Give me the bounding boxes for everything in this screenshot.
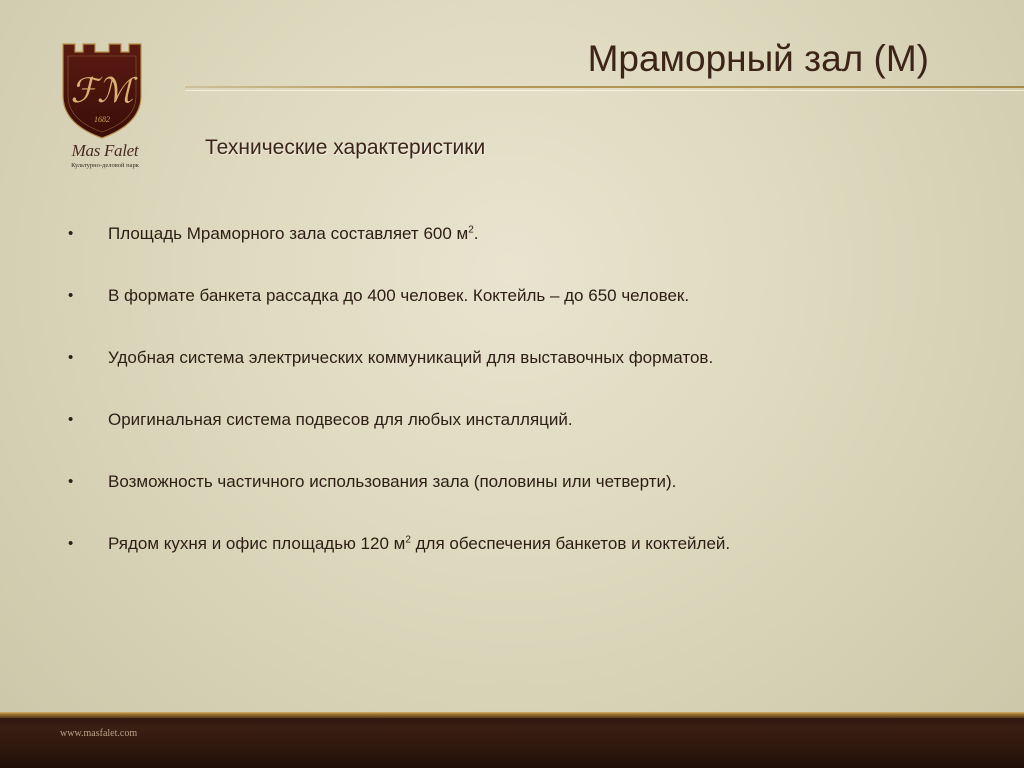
bullet-dot: • bbox=[68, 225, 74, 242]
title-divider-highlight bbox=[185, 90, 1024, 91]
bullet-text: В формате банкета рассадка до 400 человек. Коктейль – до 650 человек. bbox=[108, 286, 690, 305]
logo bbox=[55, 38, 155, 178]
bullet-item bbox=[68, 410, 968, 472]
bullet-item bbox=[68, 348, 968, 410]
title-divider bbox=[185, 86, 1024, 88]
bullet-dot: • bbox=[68, 473, 74, 490]
bullet-dot: • bbox=[68, 535, 74, 552]
bullet-item bbox=[68, 472, 968, 534]
bullet-text: Оригинальная система подвесов для любых инсталляций. bbox=[108, 410, 573, 429]
bullet-item bbox=[68, 286, 968, 348]
shield-logo-icon bbox=[61, 38, 143, 140]
bullet-text: Удобная система электрических коммуникаций для выставочных форматов. bbox=[108, 348, 714, 367]
bullet-item bbox=[68, 224, 968, 286]
brand-subtitle: Культурно-деловой парк bbox=[71, 162, 139, 169]
bullet-list bbox=[68, 224, 968, 596]
logo-monogram: ℱℳ bbox=[70, 73, 134, 110]
bullet-text: Возможность частичного использования зала (половины или четверти). bbox=[108, 472, 677, 491]
bullet-item bbox=[68, 534, 968, 596]
slide-title: Мраморный зал (М) bbox=[587, 38, 929, 79]
footer-bar bbox=[0, 712, 1024, 768]
slide-subtitle: Технические характеристики bbox=[205, 136, 486, 159]
bullet-dot: • bbox=[68, 287, 74, 304]
logo-year: 1682 bbox=[94, 115, 110, 124]
bullet-text: Рядом кухня и офис площадью 120 $м^2$ для обеспечения банкетов и коктейлей. bbox=[108, 534, 731, 553]
bullet-text: Площадь Мраморного зала составляет 600 $м^2$. bbox=[108, 224, 479, 243]
brand-name: Mas Falet bbox=[71, 141, 139, 160]
bullet-dot: • bbox=[68, 349, 74, 366]
bullet-dot: • bbox=[68, 411, 74, 428]
footer-gold-rule bbox=[0, 712, 1024, 718]
footer-url: www.masfalet.com bbox=[60, 728, 138, 739]
brand-block bbox=[55, 142, 155, 170]
